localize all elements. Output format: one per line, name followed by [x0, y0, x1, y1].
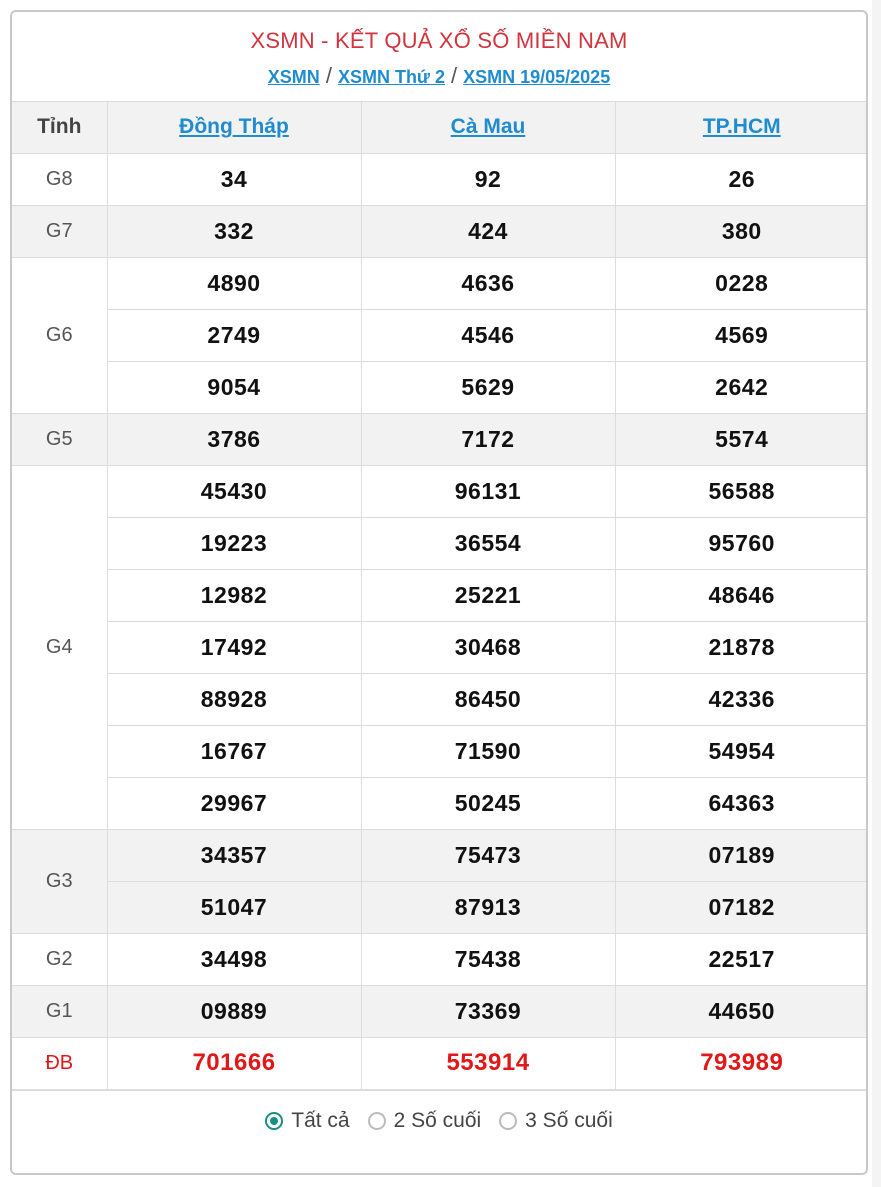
- result-value: 29967: [107, 777, 361, 829]
- result-value: 34357: [107, 829, 361, 881]
- result-value: 54954: [615, 725, 868, 777]
- result-value: 95760: [615, 517, 868, 569]
- breadcrumb-separator: /: [325, 63, 332, 88]
- result-value: 30468: [361, 621, 615, 673]
- result-value: 17492: [107, 621, 361, 673]
- result-value: 64363: [615, 777, 868, 829]
- table-row-g8: [12, 153, 868, 205]
- table-header-row: [12, 102, 868, 153]
- result-value: 332: [107, 205, 361, 257]
- province-link-tphcm[interactable]: TP.HCM: [702, 115, 781, 139]
- result-value: 75438: [361, 933, 615, 985]
- column-header-tphcm: [615, 102, 868, 153]
- table-row-g4: [12, 517, 868, 569]
- special-prize-value: 553914: [361, 1037, 615, 1089]
- result-value: 5574: [615, 413, 868, 465]
- result-value: 87913: [361, 881, 615, 933]
- result-value: 34498: [107, 933, 361, 985]
- table-row-g1: [12, 985, 868, 1037]
- prize-label-g2: G2: [12, 933, 107, 985]
- table-row-special-prize: [12, 1037, 868, 1089]
- result-value: 73369: [361, 985, 615, 1037]
- result-value: 5629: [361, 361, 615, 413]
- result-value: 0228: [615, 257, 868, 309]
- result-value: 9054: [107, 361, 361, 413]
- special-prize-value: 701666: [107, 1037, 361, 1089]
- result-value: 48646: [615, 569, 868, 621]
- result-value: 25221: [361, 569, 615, 621]
- result-value: 4636: [361, 257, 615, 309]
- result-value: 75473: [361, 829, 615, 881]
- result-value: 51047: [107, 881, 361, 933]
- digit-filter: [12, 1090, 866, 1151]
- result-value: 71590: [361, 725, 615, 777]
- prize-label-g8: G8: [12, 153, 107, 205]
- result-value: 86450: [361, 673, 615, 725]
- result-value: 12982: [107, 569, 361, 621]
- radio-selected-icon[interactable]: [265, 1112, 283, 1130]
- filter-option-label: Tất cả: [291, 1108, 350, 1132]
- table-row-g4: [12, 621, 868, 673]
- radio-icon[interactable]: [368, 1112, 386, 1130]
- result-value: 4546: [361, 309, 615, 361]
- prize-label-g7: G7: [12, 205, 107, 257]
- table-row-g6: [12, 361, 868, 413]
- table-row-g3: [12, 829, 868, 881]
- filter-option-all[interactable]: [265, 1109, 349, 1133]
- result-value: 16767: [107, 725, 361, 777]
- lottery-results-card: [10, 10, 868, 1175]
- breadcrumb-link-weekday[interactable]: XSMN Thứ 2: [337, 67, 445, 87]
- table-row-g6: [12, 257, 868, 309]
- filter-option-last-2[interactable]: [368, 1109, 482, 1133]
- result-value: 88928: [107, 673, 361, 725]
- breadcrumb-separator: /: [450, 63, 458, 88]
- result-value: 424: [361, 205, 615, 257]
- filter-option-last-3[interactable]: [499, 1109, 613, 1133]
- result-value: 26: [615, 153, 868, 205]
- result-value: 4890: [107, 257, 361, 309]
- results-table: [12, 102, 868, 1090]
- result-value: 09889: [107, 985, 361, 1037]
- result-value: 21878: [615, 621, 868, 673]
- result-value: 07182: [615, 881, 868, 933]
- table-row-g4: [12, 777, 868, 829]
- radio-icon[interactable]: [499, 1112, 517, 1130]
- result-value: 3786: [107, 413, 361, 465]
- prize-label-g4: G4: [12, 465, 107, 829]
- result-value: 36554: [361, 517, 615, 569]
- result-value: 50245: [361, 777, 615, 829]
- prize-label-special: ĐB: [12, 1037, 107, 1089]
- result-value: 56588: [615, 465, 868, 517]
- result-value: 19223: [107, 517, 361, 569]
- table-row-g7: [12, 205, 868, 257]
- result-value: 42336: [615, 673, 868, 725]
- result-value: 380: [615, 205, 868, 257]
- breadcrumb-link-xsmn[interactable]: XSMN: [267, 67, 320, 87]
- result-value: 96131: [361, 465, 615, 517]
- result-value: 45430: [107, 465, 361, 517]
- table-row-g6: [12, 309, 868, 361]
- table-row-g4: [12, 673, 868, 725]
- table-row-g4: [12, 569, 868, 621]
- province-link-dong-thap[interactable]: Đồng Tháp: [179, 115, 289, 139]
- result-value: 4569: [615, 309, 868, 361]
- column-header-dong-thap: [107, 102, 361, 153]
- breadcrumb-link-date[interactable]: XSMN 19/05/2025: [463, 67, 611, 87]
- breadcrumb: [12, 64, 866, 89]
- table-row-g2: [12, 933, 868, 985]
- table-row-g3: [12, 881, 868, 933]
- page-scrollbar[interactable]: [872, 0, 881, 1187]
- result-value: 34: [107, 153, 361, 205]
- table-row-g5: [12, 413, 868, 465]
- result-value: 07189: [615, 829, 868, 881]
- result-value: 44650: [615, 985, 868, 1037]
- prize-label-g3: G3: [12, 829, 107, 933]
- special-prize-value: 793989: [615, 1037, 868, 1089]
- result-value: 7172: [361, 413, 615, 465]
- province-link-ca-mau[interactable]: Cà Mau: [450, 115, 526, 139]
- page-title: XSMN - KẾT QUẢ XỔ SỐ MIỀN NAM: [250, 28, 628, 53]
- prize-label-g6: G6: [12, 257, 107, 413]
- results-header: [12, 12, 866, 102]
- column-header-ca-mau: [361, 102, 615, 153]
- filter-option-label: 3 Số cuối: [525, 1108, 613, 1132]
- table-row-g4: [12, 725, 868, 777]
- column-header-province-label: Tỉnh: [12, 102, 107, 153]
- result-value: 22517: [615, 933, 868, 985]
- prize-label-g1: G1: [12, 985, 107, 1037]
- result-value: 92: [361, 153, 615, 205]
- filter-option-label: 2 Số cuối: [393, 1108, 482, 1132]
- result-value: 2642: [615, 361, 868, 413]
- table-row-g4: [12, 465, 868, 517]
- result-value: 2749: [107, 309, 361, 361]
- prize-label-g5: G5: [12, 413, 107, 465]
